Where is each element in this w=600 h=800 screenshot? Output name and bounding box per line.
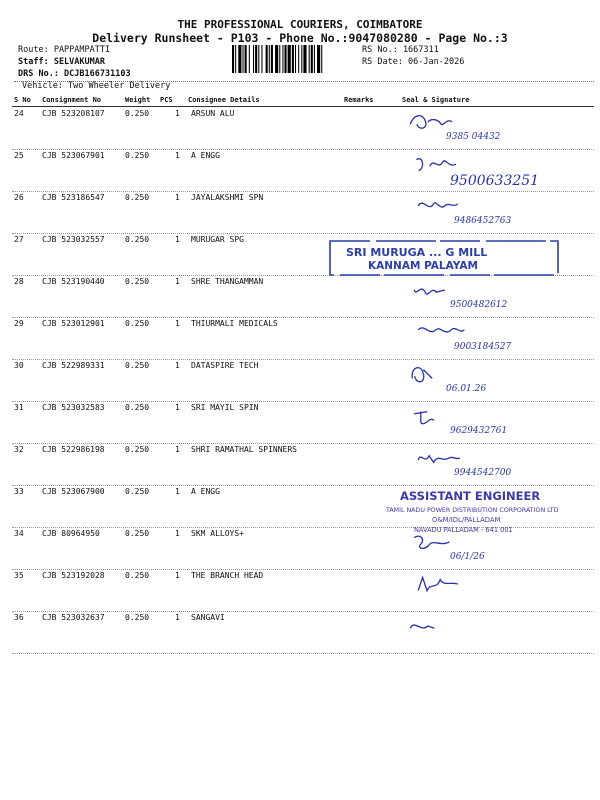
row-consignment-number: CJB 523208107	[42, 109, 105, 118]
row-sno: 35	[14, 571, 24, 580]
row-pcs: 1	[175, 193, 180, 202]
row-pcs: 1	[175, 529, 180, 538]
row-consignee-name: SHRE THANGAMMAN	[191, 277, 264, 286]
row-consignee-name: ARSUN ALU	[191, 109, 235, 118]
row-consignee-name: SKM ALLOYS+	[191, 529, 244, 538]
row-weight: 0.250	[125, 487, 150, 496]
row-sno: 30	[14, 361, 24, 370]
row-weight: 0.250	[125, 613, 150, 622]
engineer-stamp-line1: ASSISTANT ENGINEER	[400, 489, 541, 503]
rs-number: RS No.: 1667311	[362, 45, 439, 55]
mill-stamp-line2: KANNAM PALAYAM	[368, 260, 478, 272]
row-sno: 24	[14, 109, 24, 118]
handwritten-signature	[406, 151, 556, 191]
table-row	[12, 107, 594, 150]
row-weight: 0.250	[125, 529, 150, 538]
row-weight: 0.250	[125, 319, 150, 328]
row-sno: 27	[14, 235, 24, 244]
row-consignee-name: JAYALAKSHMI SPN	[191, 193, 264, 202]
table-row	[12, 149, 594, 192]
row-pcs: 1	[175, 277, 180, 286]
route-label: Route: PAPPAMPATTI	[18, 45, 111, 55]
row-consignee-name: A ENGG	[191, 487, 220, 496]
row-consignee-name: DATASPIRE TECH	[191, 361, 259, 370]
row-consignee-name: THIURMALI MEDICALS	[191, 319, 278, 328]
col-consignee: Consignee Details	[188, 96, 260, 104]
table-row	[12, 317, 594, 360]
row-consignment-number: CJB 523067901	[42, 151, 105, 160]
row-consignee-name: THE BRANCH HEAD	[191, 571, 264, 580]
rs-date: RS Date: 06-Jan-2026	[362, 57, 465, 67]
row-sno: 26	[14, 193, 24, 202]
handwritten-note: 9003184527	[454, 342, 512, 352]
row-weight: 0.250	[125, 193, 150, 202]
handwritten-signature	[410, 193, 560, 233]
row-consignee-name: SRI MAYIL SPIN	[191, 403, 259, 412]
handwritten-note: 9944542700	[454, 468, 512, 478]
row-consignment-number: CJB 523192028	[42, 571, 105, 580]
handwritten-note: 06.01.26	[446, 384, 487, 394]
handwritten-signature	[410, 319, 560, 359]
handwritten-note: 9385 04432	[446, 132, 501, 142]
row-weight: 0.250	[125, 109, 150, 118]
row-pcs: 1	[175, 151, 180, 160]
row-consignment-number: CJB 523012901	[42, 319, 105, 328]
mill-stamp	[328, 239, 562, 279]
row-pcs: 1	[175, 235, 180, 244]
row-sno: 32	[14, 445, 24, 454]
row-weight: 0.250	[125, 151, 150, 160]
col-consignment: Consignment No	[42, 96, 102, 104]
row-weight: 0.250	[125, 235, 150, 244]
col-seal: Seal & Signature	[402, 96, 470, 104]
vehicle-label: Vehicle: Two Wheeler Delivery	[22, 81, 171, 91]
table-row	[12, 275, 594, 318]
table-row	[12, 191, 594, 234]
runsheet-title: Delivery Runsheet - P103 - Phone No.:9047080280 - Page No.:3	[92, 31, 508, 45]
row-consignment-number: CJB 522986198	[42, 445, 105, 454]
row-weight: 0.250	[125, 445, 150, 454]
row-sno: 33	[14, 487, 24, 496]
row-consignment-number: CJB 523032557	[42, 235, 105, 244]
row-consignment-number: CJB 522989331	[42, 361, 105, 370]
handwritten-note: 9486452763	[454, 216, 512, 226]
row-pcs: 1	[175, 487, 180, 496]
table-row	[12, 443, 594, 486]
row-pcs: 1	[175, 613, 180, 622]
vehicle-bar	[14, 81, 594, 92]
handwritten-signature	[402, 361, 552, 401]
staff-label: Staff: SELVAKUMAR	[18, 57, 105, 67]
table-row	[12, 611, 594, 654]
row-sno: 25	[14, 151, 24, 160]
row-pcs: 1	[175, 571, 180, 580]
handwritten-signature	[402, 613, 552, 653]
row-weight: 0.250	[125, 361, 150, 370]
row-consignee-name: SANGAVI	[191, 613, 225, 622]
row-consignee-name: SHRI RAMATHAL SPINNERS	[191, 445, 297, 454]
row-consignment-number: CJB 523032583	[42, 403, 105, 412]
row-weight: 0.250	[125, 277, 150, 286]
row-pcs: 1	[175, 109, 180, 118]
table-row	[12, 401, 594, 444]
col-sno: S No	[14, 96, 31, 104]
table-row	[12, 569, 594, 612]
engineer-stamp-line4: NAVADU PALLADAM - 641 001	[414, 526, 513, 534]
row-pcs: 1	[175, 361, 180, 370]
row-consignment-number: CJB 523032637	[42, 613, 105, 622]
row-consignee-name: A ENGG	[191, 151, 220, 160]
handwritten-note: 06/1/26	[450, 552, 485, 562]
row-weight: 0.250	[125, 571, 150, 580]
handwritten-note: 9629432761	[450, 426, 508, 436]
col-weight: Weight	[125, 96, 151, 104]
row-consignment-number: CJB 523067900	[42, 487, 105, 496]
row-consignment-number: CJB 80964950	[42, 529, 100, 538]
handwritten-signature	[402, 109, 552, 149]
handwritten-signature	[410, 445, 560, 485]
row-consignment-number: CJB 523190440	[42, 277, 105, 286]
engineer-stamp-line3: O&M/IDL/PALLADAM	[432, 516, 501, 524]
col-remarks: Remarks	[344, 96, 374, 104]
handwritten-signature	[406, 277, 556, 317]
row-sno: 28	[14, 277, 24, 286]
row-pcs: 1	[175, 319, 180, 328]
row-pcs: 1	[175, 403, 180, 412]
engineer-stamp	[384, 487, 594, 539]
handwritten-signature	[406, 403, 556, 443]
barcode-image	[232, 45, 356, 73]
row-weight: 0.250	[125, 403, 150, 412]
drs-number: DRS No.: DCJB166731103	[18, 69, 131, 79]
row-sno: 36	[14, 613, 24, 622]
row-consignee-name: MURUGAR SPG	[191, 235, 244, 244]
table-row	[12, 359, 594, 402]
col-pcs: PCS	[160, 96, 173, 104]
row-sno: 29	[14, 319, 24, 328]
row-sno: 34	[14, 529, 24, 538]
row-pcs: 1	[175, 445, 180, 454]
engineer-stamp-line2: TAMIL NADU POWER DISTRIBUTION CORPORATION LTD	[386, 507, 559, 514]
handwritten-note: 9500482612	[450, 300, 508, 310]
company-title: THE PROFESSIONAL COURIERS, COIMBATORE	[177, 18, 423, 31]
row-sno: 31	[14, 403, 24, 412]
handwritten-note: 9500633251	[450, 173, 540, 189]
row-consignment-number: CJB 523186547	[42, 193, 105, 202]
mill-stamp-line1: SRI MURUGA ... G MILL	[346, 246, 488, 259]
handwritten-signature	[410, 571, 560, 611]
